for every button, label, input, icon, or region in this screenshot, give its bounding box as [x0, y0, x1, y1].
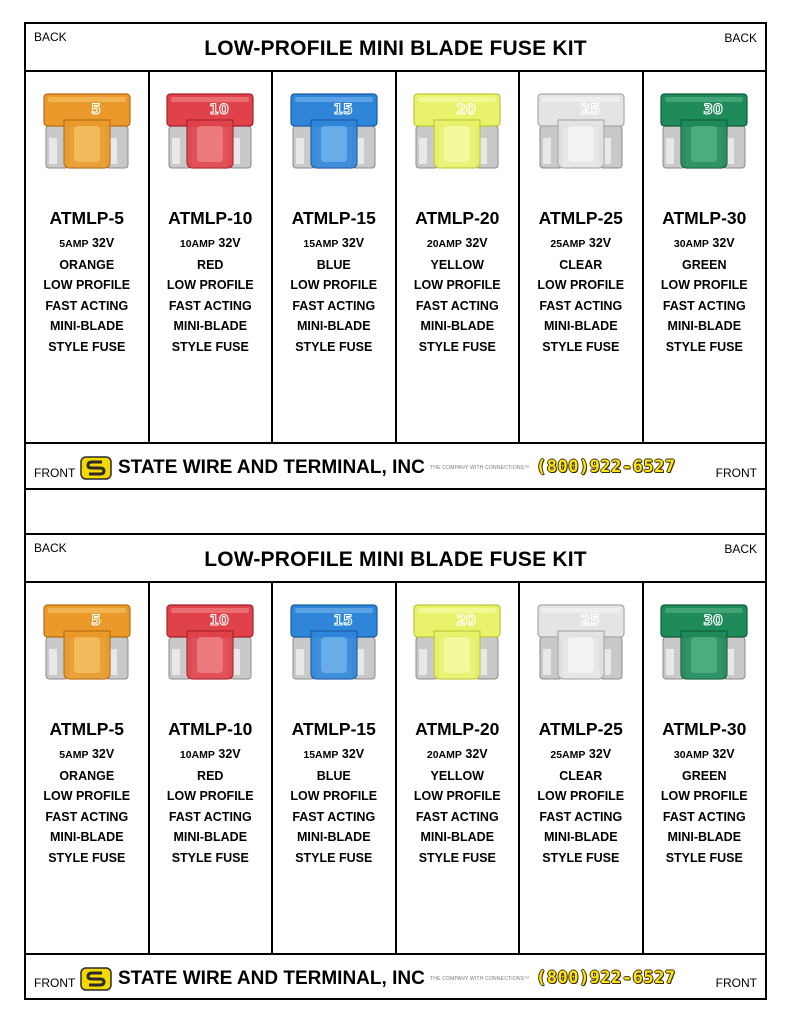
part-number: ATMLP-30: [662, 208, 747, 228]
voltage-rating: 32V: [588, 236, 612, 250]
back-label-right: BACK: [724, 31, 757, 45]
color-name: RED: [197, 768, 224, 783]
part-number: ATMLP-20: [415, 208, 500, 228]
front-label-right: FRONT: [715, 976, 757, 990]
fuse-window: [568, 637, 594, 673]
title-row: [26, 24, 765, 72]
spec-line: LOW PROFILE: [413, 278, 501, 293]
color-name: BLUE: [316, 257, 351, 272]
fuse-rating-label: 20: [456, 613, 476, 629]
fuse-column: [644, 70, 766, 442]
spec-line: STYLE FUSE: [665, 850, 743, 865]
fuse-rating-label: 15: [333, 102, 353, 118]
spec-line: LOW PROFILE: [166, 789, 254, 804]
fuse-rating-label: 5: [90, 102, 101, 118]
fuse-spec: [520, 233, 642, 358]
spec-line: STYLE FUSE: [171, 850, 249, 865]
amp-rating: 20AMP: [426, 238, 462, 250]
part-number: ATMLP-15: [291, 208, 376, 228]
fuse-window: [568, 126, 594, 162]
fuse-rating-label: 10: [209, 102, 229, 118]
fuse-rating-label: 5: [90, 613, 101, 629]
voltage-rating: 32V: [712, 236, 735, 250]
voltage-rating: 32V: [465, 236, 488, 250]
fuse-image: [287, 92, 381, 174]
fuse-column: [397, 70, 521, 442]
amp-rating: 5AMP: [59, 238, 89, 250]
company-logo-icon: [80, 456, 112, 480]
fuse-rating-label: 15: [333, 613, 353, 629]
fuse-image: [287, 603, 381, 685]
front-label-right: FRONT: [715, 466, 757, 480]
fuse-image: [657, 92, 751, 174]
voltage-rating: 32V: [465, 747, 488, 761]
spec-line: MINI-BLADE: [296, 830, 371, 845]
spec-line: MINI-BLADE: [420, 830, 495, 845]
part-number: ATMLP-25: [538, 719, 623, 739]
kit-title: LOW-PROFILE MINI BLADE FUSE KIT: [204, 548, 587, 571]
fuse-rating-label: 10: [209, 613, 229, 629]
spec-line: MINI-BLADE: [543, 319, 618, 334]
fuse-spec: [150, 744, 272, 869]
blade-highlight: [49, 138, 57, 164]
amp-rating: 10AMP: [179, 238, 215, 250]
fuse-window: [444, 126, 470, 162]
fuse-spec: [150, 233, 272, 358]
fuse-image: [163, 603, 257, 685]
amp-rating: 30AMP: [673, 238, 709, 250]
spec-line: LOW PROFILE: [290, 278, 378, 293]
blade-highlight: [49, 649, 57, 675]
fuse-window: [74, 126, 100, 162]
amp-rating: 5AMP: [59, 749, 89, 761]
fuse-window: [74, 637, 100, 673]
part-number: ATMLP-20: [415, 719, 500, 739]
spec-line: MINI-BLADE: [543, 830, 618, 845]
spec-line: LOW PROFILE: [43, 278, 131, 293]
part-number: ATMLP-30: [662, 719, 747, 739]
fuse-column: [150, 70, 274, 442]
fuse-columns: [26, 581, 765, 953]
fuse-shine: [48, 97, 126, 102]
fuse-spec: [273, 744, 395, 869]
spec-line: STYLE FUSE: [418, 850, 496, 865]
part-number: ATMLP-25: [538, 208, 623, 228]
front-label-left: FRONT: [34, 466, 76, 480]
company-logo-icon: [80, 967, 112, 991]
amp-rating: 15AMP: [303, 749, 339, 761]
front-label-left: FRONT: [34, 976, 76, 990]
fuse-spec: [26, 744, 148, 869]
spec-line: STYLE FUSE: [48, 850, 126, 865]
spec-line: STYLE FUSE: [171, 339, 249, 354]
fuse-spec: [644, 233, 766, 358]
voltage-rating: 32V: [341, 236, 365, 250]
blade-highlight: [419, 138, 427, 164]
spec-line: FAST ACTING: [662, 298, 746, 313]
fuse-rating-label: 20: [456, 102, 476, 118]
fuse-image: [40, 603, 134, 685]
back-label-left: BACK: [34, 30, 67, 44]
fuse-column: [26, 581, 150, 953]
voltage-rating: 32V: [218, 747, 241, 761]
company-name: STATE WIRE AND TERMINAL, INC: [118, 968, 425, 989]
amp-rating: 25AMP: [550, 238, 586, 250]
fuse-column: [644, 581, 766, 953]
spec-line: STYLE FUSE: [418, 339, 496, 354]
spec-line: LOW PROFILE: [660, 278, 748, 293]
fuse-window: [321, 126, 347, 162]
spec-line: STYLE FUSE: [542, 339, 620, 354]
amp-rating: 30AMP: [673, 749, 709, 761]
voltage-rating: 32V: [341, 747, 365, 761]
fuse-window: [197, 126, 223, 162]
fuse-column: [273, 70, 397, 442]
blade-highlight: [666, 649, 674, 675]
fuse-image: [657, 603, 751, 685]
voltage-rating: 32V: [712, 747, 735, 761]
blade-highlight: [666, 138, 674, 164]
fuse-image: [410, 92, 504, 174]
spec-line: FAST ACTING: [662, 809, 746, 824]
spec-line: FAST ACTING: [292, 298, 376, 313]
color-name: CLEAR: [559, 257, 603, 272]
amp-rating: 15AMP: [303, 238, 339, 250]
blade-highlight: [172, 138, 180, 164]
part-number: ATMLP-10: [168, 208, 253, 228]
spec-line: LOW PROFILE: [660, 789, 748, 804]
fuse-columns: [26, 70, 765, 442]
fuse-image: [410, 603, 504, 685]
title-row: [26, 535, 765, 583]
fuse-image: [534, 92, 628, 174]
spec-line: FAST ACTING: [292, 809, 376, 824]
fuse-column: [273, 581, 397, 953]
fuse-image: [163, 92, 257, 174]
voltage-rating: 32V: [588, 747, 612, 761]
color-name: BLUE: [316, 768, 351, 783]
spec-line: STYLE FUSE: [295, 339, 373, 354]
fuse-column: [520, 70, 644, 442]
back-label-right: BACK: [724, 542, 757, 556]
color-name: CLEAR: [559, 768, 603, 783]
spec-line: STYLE FUSE: [542, 850, 620, 865]
part-number: ATMLP-5: [49, 208, 125, 228]
spec-line: LOW PROFILE: [166, 278, 254, 293]
voltage-rating: 32V: [91, 747, 115, 761]
spec-line: LOW PROFILE: [290, 789, 378, 804]
company-name: STATE WIRE AND TERMINAL, INC: [118, 457, 425, 478]
spec-line: MINI-BLADE: [49, 830, 124, 845]
spec-line: FAST ACTING: [45, 809, 129, 824]
phone-number: (800)922-6527: [536, 968, 676, 988]
fuse-kit-label-1: [24, 22, 767, 490]
spec-line: MINI-BLADE: [296, 319, 371, 334]
fuse-kit-label-2: [24, 533, 767, 1000]
spec-line: FAST ACTING: [415, 298, 499, 313]
spec-line: LOW PROFILE: [413, 789, 501, 804]
color-name: GREEN: [682, 257, 727, 272]
fuse-column: [520, 581, 644, 953]
voltage-rating: 32V: [91, 236, 115, 250]
fuse-spec: [397, 233, 519, 358]
fuse-rating-label: 25: [580, 613, 600, 629]
fuse-rating-label: 25: [580, 102, 600, 118]
fuse-image: [534, 603, 628, 685]
spec-line: LOW PROFILE: [537, 278, 625, 293]
part-number: ATMLP-5: [49, 719, 125, 739]
phone-number: (800)922-6527: [536, 457, 676, 477]
spec-line: FAST ACTING: [539, 298, 623, 313]
spec-line: MINI-BLADE: [420, 319, 495, 334]
blade-highlight: [296, 649, 304, 675]
blade-highlight: [296, 138, 304, 164]
back-label-left: BACK: [34, 541, 67, 555]
spec-line: STYLE FUSE: [48, 339, 126, 354]
spec-line: LOW PROFILE: [537, 789, 625, 804]
blade-highlight: [419, 649, 427, 675]
footer-row: [26, 953, 765, 998]
part-number: ATMLP-15: [291, 719, 376, 739]
fuse-column: [26, 70, 150, 442]
spec-line: STYLE FUSE: [295, 850, 373, 865]
color-name: ORANGE: [59, 257, 115, 272]
company-tagline: THE COMPANY WITH CONNECTIONS™: [430, 465, 530, 471]
spec-line: MINI-BLADE: [667, 319, 742, 334]
spec-line: STYLE FUSE: [665, 339, 743, 354]
spec-line: MINI-BLADE: [49, 319, 124, 334]
blade-highlight: [172, 649, 180, 675]
blade-highlight: [543, 649, 551, 675]
fuse-window: [691, 637, 717, 673]
color-name: ORANGE: [59, 768, 115, 783]
amp-rating: 20AMP: [426, 749, 462, 761]
spec-line: FAST ACTING: [168, 809, 252, 824]
spec-line: MINI-BLADE: [173, 319, 248, 334]
spec-line: FAST ACTING: [415, 809, 499, 824]
fuse-window: [691, 126, 717, 162]
spec-line: FAST ACTING: [539, 809, 623, 824]
color-name: GREEN: [682, 768, 727, 783]
spec-line: MINI-BLADE: [667, 830, 742, 845]
fuse-shine: [48, 608, 126, 613]
fuse-spec: [26, 233, 148, 358]
fuse-image: [40, 92, 134, 174]
spec-line: MINI-BLADE: [173, 830, 248, 845]
amp-rating: 10AMP: [179, 749, 215, 761]
fuse-column: [150, 581, 274, 953]
footer-row: [26, 442, 765, 488]
color-name: RED: [197, 257, 224, 272]
fuse-spec: [644, 744, 766, 869]
fuse-rating-label: 30: [703, 613, 723, 629]
fuse-window: [321, 637, 347, 673]
spec-line: FAST ACTING: [45, 298, 129, 313]
fuse-spec: [397, 744, 519, 869]
spec-line: FAST ACTING: [168, 298, 252, 313]
color-name: YELLOW: [430, 257, 484, 272]
label-separator: [24, 488, 767, 535]
fuse-window: [197, 637, 223, 673]
fuse-rating-label: 30: [703, 102, 723, 118]
kit-title: LOW-PROFILE MINI BLADE FUSE KIT: [204, 37, 587, 60]
part-number: ATMLP-10: [168, 719, 253, 739]
fuse-column: [397, 581, 521, 953]
fuse-window: [444, 637, 470, 673]
fuse-spec: [273, 233, 395, 358]
blade-highlight: [543, 138, 551, 164]
color-name: YELLOW: [430, 768, 484, 783]
spec-line: LOW PROFILE: [43, 789, 131, 804]
fuse-spec: [520, 744, 642, 869]
company-tagline: THE COMPANY WITH CONNECTIONS™: [430, 976, 530, 982]
amp-rating: 25AMP: [550, 749, 586, 761]
voltage-rating: 32V: [218, 236, 241, 250]
